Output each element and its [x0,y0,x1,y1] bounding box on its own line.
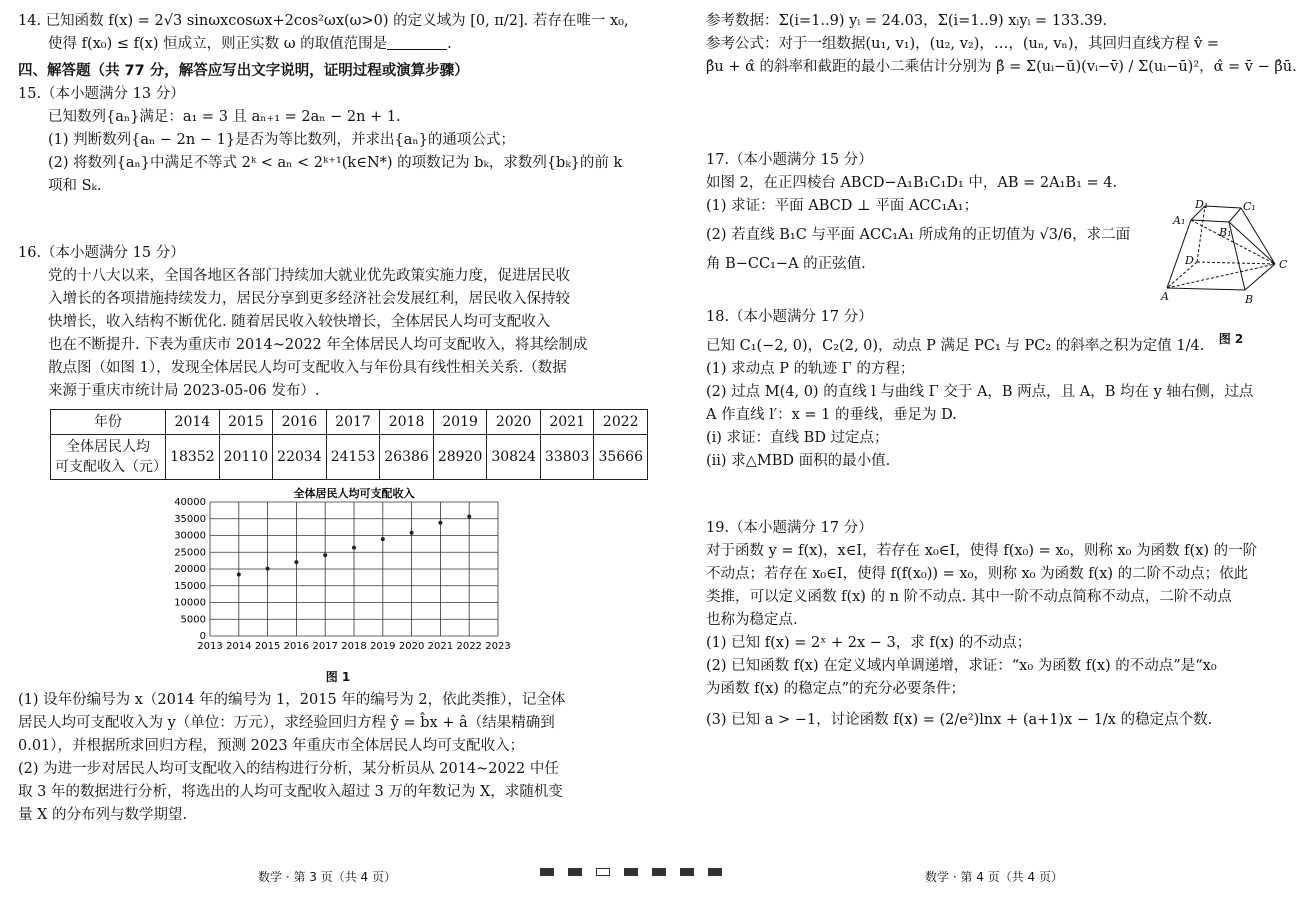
q17-line4: 角 B−CC₁−A 的正弦值. [706,256,866,272]
q14-line1: 14. 已知函数 f(x) = 2√3 sinωxcosωx+2cos²ωx(ω>0) 的定义域为 [0, π/2]. 若存在唯一 x₀, [18,13,629,29]
edge-A1B1 [1191,220,1229,222]
right-page [706,10,1297,736]
x-tick-label: 2023 [485,641,511,652]
q19-line8: (3) 已知 a > −1，讨论函数 f(x) = (2/e²)lnx + (a+1)x − 1/x 的稳定点个数. [706,712,1213,728]
y-tick-label: 0 [199,631,206,642]
table-cell: 2015 [219,410,273,435]
q18-line2: (1) 求动点 P 的轨迹 Γ 的方程； [706,361,915,377]
y-tick-label: 35000 [174,513,206,525]
q16-sub1-line2: 居民人均可支配收入为 y（单位：万元），求经验回归方程 ŷ = b̂x + â（结果精确到 [18,715,555,731]
q19-line7: 为函数 f(x) 的稳定点”的充分必要条件； [706,681,965,697]
label-D: D [1185,254,1194,267]
q18-line4: A 作直线 l′：x = 1 的垂线，垂足为 D. [706,407,957,423]
table-cell: 2020 [487,410,541,435]
table-cell: 20110 [219,435,273,480]
data-point [381,537,385,541]
data-point [352,546,356,550]
q16-para-line4: 也在不断提升. 下表为重庆市 2014~2022 年全体居民人均可支配收入，将其绘制成 [48,337,588,353]
table-cell: 18352 [166,435,220,480]
q17-line2: (1) 求证：平面 ABCD ⊥ 平面 ACC₁A₁； [706,198,979,214]
table-cell: 2022 [594,410,648,435]
q16-sub1-line1: (1) 设年份编号为 x（2014 年的编号为 1，2015 年的编号为 2，依此类推），记全体 [18,692,566,708]
q19-line5: (1) 已知 f(x) = 2ˣ + 2x − 3，求 f(x) 的不动点； [706,635,1032,651]
segment-A1C [1191,220,1275,264]
label-A: A [1161,290,1169,303]
q16-para-line6: 来源于重庆市统计局 2023-05-06 发布）. [48,383,320,399]
y-tick-label: 40000 [174,497,206,508]
mark [624,868,638,876]
y-tick-label: 15000 [174,580,206,592]
q16-para-line5: 散点图（如图 1），发现全体居民人均可支配收入与年份具有线性相关关系.（数据 [48,360,567,376]
mark [652,868,666,876]
q17-heading: 17.（本小题满分 15 分） [706,152,873,168]
question-19 [706,517,1291,732]
mark [680,868,694,876]
table-cell: 22034 [273,435,327,480]
x-tick-label: 2018 [341,641,367,652]
left-page [18,10,648,831]
q16-para-line3: 快增长，收入结构不断优化. 随着居民收入较快增长，全体居民人均可支配收入 [48,314,551,330]
edge-BC [1245,264,1275,290]
income-label-line1: 全体居民人均 [66,439,151,455]
q18-line3: (2) 过点 M(4, 0) 的直线 l 与曲线 Γ 交于 A，B 两点，且 A，B 均在 y 轴右侧，过点 [706,384,1254,400]
data-point [410,531,414,535]
income-table [50,409,648,480]
mark [540,868,554,876]
q15-heading: 15.（本小题满分 13 分） [18,86,185,102]
table-header-income [51,435,166,480]
q17-line1: 如图 2，在正四棱台 ABCD−A₁B₁C₁D₁ 中，AB = 2A₁B₁ = 4. [706,175,1118,191]
question-16 [18,242,648,827]
q19-heading: 19.（本小题满分 17 分） [706,520,873,536]
q16-para-line1: 党的十八大以来，全国各地区各部门持续加大就业优先政策实施力度，促进居民收 [48,268,570,284]
y-tick-label: 20000 [174,564,206,575]
figure-1-caption: 图 1 [325,670,351,684]
q15-line3: (2) 将数列{aₙ}中满足不等式 2ᵏ < aₙ < 2ᵏ⁺¹(k∈N*) 的项数记为 bₖ，求数列{bₖ}的前 k [48,155,623,171]
table-cell: 33803 [540,435,594,480]
label-B: B [1245,293,1254,306]
table-row [51,435,648,480]
q16-heading: 16.（本小题满分 15 分） [18,245,185,261]
section-heading: 四、解答题（共 77 分，解答应写出文字说明，证明过程或演算步骤） [18,63,469,79]
table-row [51,410,648,435]
edge-CD [1197,262,1275,264]
q18-line5: (ⅰ) 求证：直线 BD 过定点； [706,430,889,446]
label-C1: C₁ [1243,200,1256,213]
data-point [467,515,471,519]
edge-DD1 [1197,206,1205,262]
table-cell: 2016 [273,410,327,435]
footer-page-3: 数学 · 第 3 页（共 4 页） [258,870,396,884]
data-point [266,567,270,571]
q16-para-line2: 入增长的各项措施持续发力，居民分享到更多经济社会发展红利，居民收入保持较 [48,291,570,307]
mark [596,868,610,876]
registration-marks [540,868,722,876]
table-header-year: 年份 [51,410,166,435]
scatter-chart-container [168,486,648,689]
label-B1: B₁ [1219,226,1232,239]
q16-sub2-line3: 量 X 的分布列与数学期望. [18,807,188,823]
q18-line6: (ⅱ) 求△MBD 面积的最小值. [706,453,891,469]
q16-sub2-line1: (2) 为进一步对居民人均可支配收入的结构进行分析，某分析员从 2014~2022 中任 [18,761,559,777]
question-15 [18,83,648,198]
reference-data: 参考数据：Σ(i=1..9) yᵢ = 24.03，Σ(i=1..9) xᵢyᵢ = 133.39. [706,13,1108,29]
figure-2-caption: 图 2 [1218,332,1244,346]
y-tick-label: 25000 [174,547,206,559]
reference-formula-line2: β̂u + α̂ 的斜率和截距的最小二乘估计分别为 β̂ = Σ(uᵢ−ū)(vᵢ−v̄) / Σ(uᵢ−ū)²，α̂ = v̄ − β̂ū. [706,59,1297,75]
figure-2 [1161,200,1301,351]
q16-sub2-line2: 取 3 年的数据进行分析，将选出的人均可支配收入超过 3 万的年数记为 X，求随机变 [18,784,563,800]
q19-line2: 不动点；若存在 x₀∈I，使得 f(f(x₀)) = x₀，则称 x₀ 为函数 f(x) 的二阶不动点；依此 [706,566,1249,582]
table-cell: 2018 [380,410,434,435]
label-A1: A₁ [1173,214,1186,227]
table-cell: 26386 [380,435,434,480]
data-point [237,573,241,577]
question-14: 14. 已知函数 f(x) = 2√3 sinωxcosωx+2cos²ωx(ω>0) 的定义域为 [0, π/2]. 若存在唯一 x₀, 使得 f(x₀) ≤ f(x) 恒成立，则正实数 ω 的取值范围是 . [18,10,648,56]
q19-line1: 对于函数 y = f(x)，x∈I，若存在 x₀∈I，使得 f(x₀) = x₀，则称 x₀ 为函数 f(x) 的一阶 [706,543,1258,559]
diagonal-AC [1167,264,1275,288]
table-cell: 2017 [326,410,380,435]
x-tick-label: 2020 [398,641,425,652]
x-tick-label: 2019 [370,641,396,652]
x-tick-label: 2015 [254,641,281,652]
label-D1: D₁ [1195,198,1209,211]
mark [568,868,582,876]
table-cell: 2014 [166,410,220,435]
x-tick-label: 2016 [283,641,310,652]
q19-line4: 也称为稳定点. [706,612,798,628]
q15-line4: 项和 Sₖ. [48,178,102,194]
y-tick-label: 30000 [174,530,206,542]
q18-heading: 18.（本小题满分 17 分） [706,309,873,325]
table-cell: 2019 [433,410,487,435]
income-label-line2: 可支配收入（元） [55,459,167,475]
table-cell: 24153 [326,435,380,480]
q18-line1: 已知 C₁(−2, 0)，C₂(2, 0)，动点 P 满足 PC₁ 与 PC₂ 的斜率之积为定值 1/4. [706,338,1205,354]
chart-title: 全体居民人均可支配收入 [293,487,415,500]
x-tick-label: 2021 [427,641,454,652]
q19-line6: (2) 已知函数 f(x) 在定义域内单调递增，求证：“x₀ 为函数 f(x) 的不动点”是“x₀ [706,658,1217,674]
scatter-chart [168,486,511,658]
edge-AB [1167,288,1245,290]
reference-formula-line1: 参考公式：对于一组数据(u₁, v₁)，(u₂, v₂)，…，(uₙ, vₙ)，其回归直线方程 v̂ = [706,36,1220,52]
table-cell: 28920 [433,435,487,480]
q19-line3: 类推，可以定义函数 f(x) 的 n 阶不动点. 其中一阶不动点简称不动点，二阶不动点 [706,589,1232,605]
x-tick-label: 2013 [197,641,223,652]
answer-blank [387,35,447,50]
label-C: C [1279,258,1288,271]
edge-B1C1 [1229,208,1241,222]
x-tick-label: 2014 [226,641,252,652]
mark [708,868,722,876]
data-point [294,560,298,564]
table-cell: 30824 [487,435,541,480]
q15-line2: (1) 判断数列{aₙ − 2n − 1}是否为等比数列，并求出{aₙ}的通项公式； [48,132,515,148]
edge-C1D1 [1205,206,1241,208]
y-tick-label: 5000 [180,614,206,626]
y-tick-label: 10000 [174,597,206,609]
table-cell: 35666 [594,435,648,480]
x-tick-label: 2017 [312,641,338,652]
table-cell: 2021 [540,410,594,435]
q14-line2: 使得 f(x₀) ≤ f(x) 恒成立，则正实数 ω 的取值范围是 [48,36,388,52]
frustum-diagram [1161,200,1301,320]
footer-page-4: 数学 · 第 4 页（共 4 页） [925,870,1063,884]
x-tick-label: 2022 [456,641,482,652]
data-point [323,553,327,557]
data-point [438,521,442,525]
q16-sub1-line3: 0.01），并根据所求回归方程，预测 2023 年重庆市全体居民人均可支配收入； [18,738,525,754]
q15-line1: 已知数列{aₙ}满足：a₁ = 3 且 aₙ₊₁ = 2aₙ − 2n + 1. [48,109,401,125]
q17-line3: (2) 若直线 B₁C 与平面 ACC₁A₁ 所成角的正切值为 √3/6，求二面 [706,227,1131,243]
